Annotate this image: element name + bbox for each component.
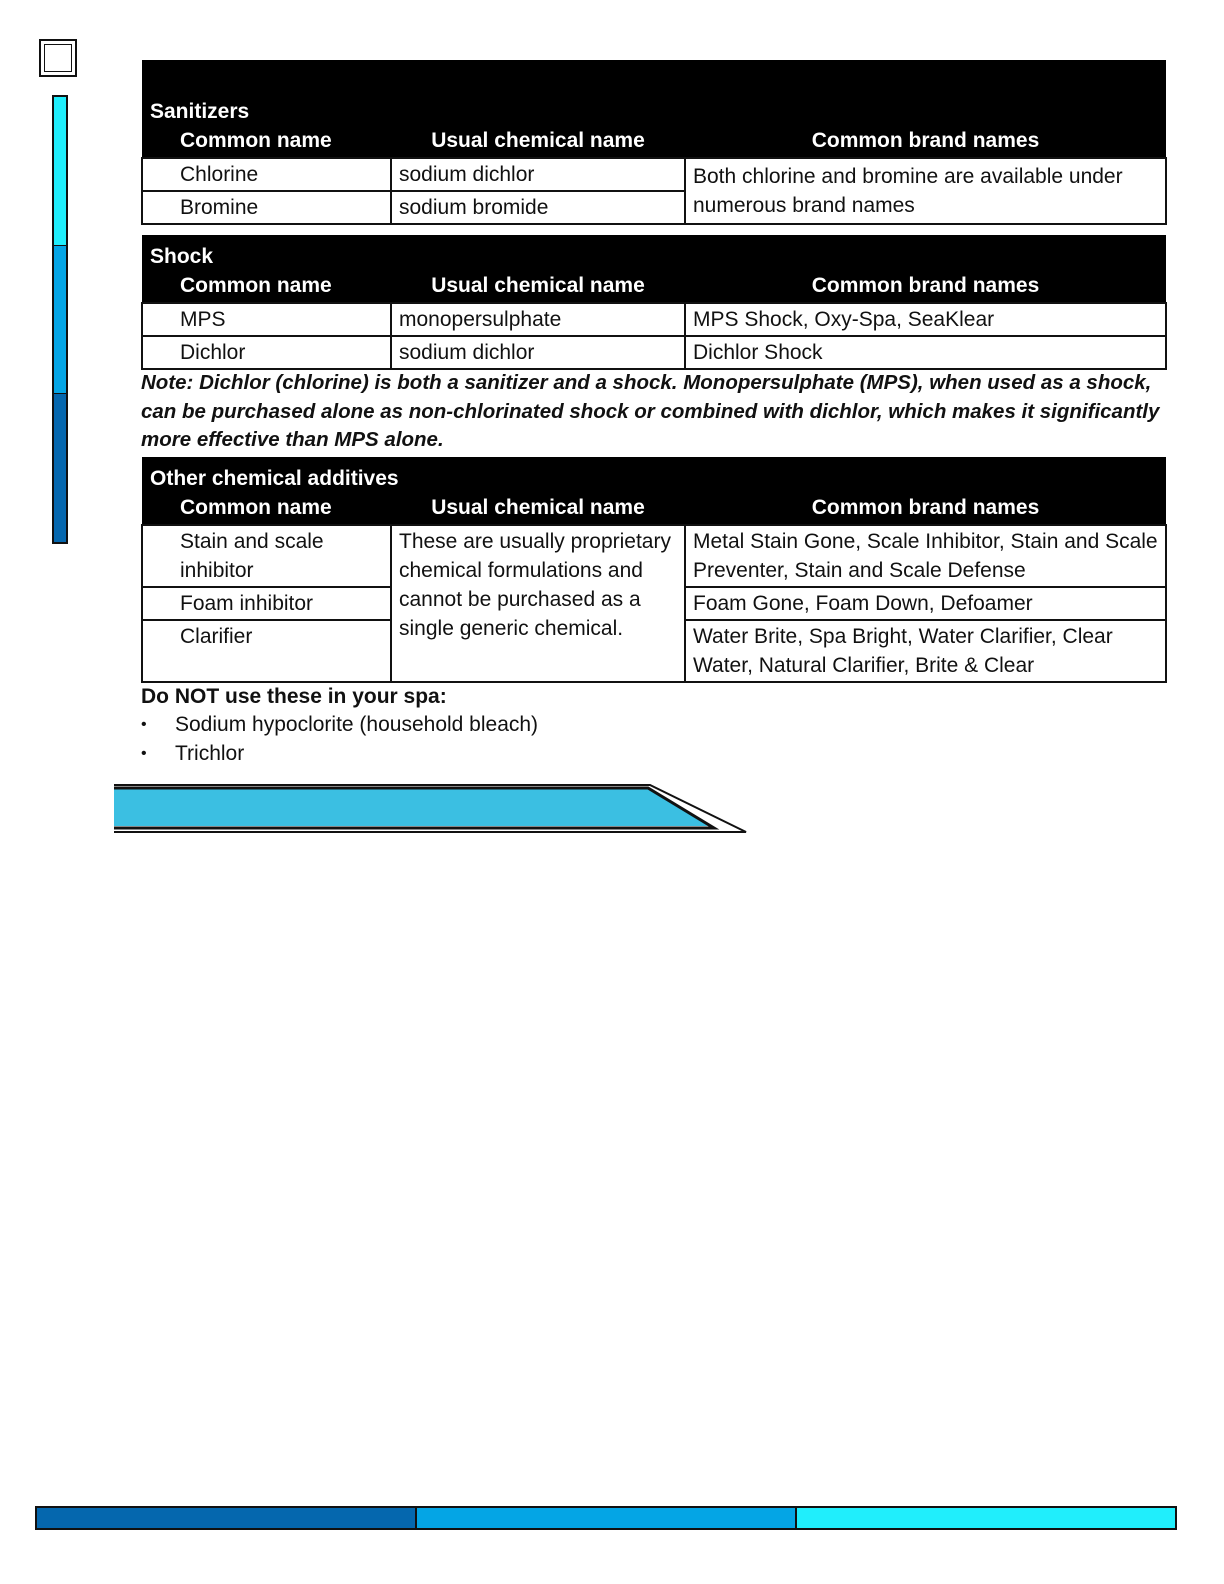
column-common-name: Common name bbox=[142, 491, 391, 525]
chemical-name-cell: These are usually proprietary chemical formulations and cannot be purchased as a single generic chemical. bbox=[391, 525, 685, 682]
common-name-cell: Chlorine bbox=[142, 158, 391, 191]
shock-title: Shock bbox=[142, 235, 1166, 269]
column-common-brand-names: Common brand names bbox=[685, 491, 1166, 525]
common-name-cell: Dichlor bbox=[142, 336, 391, 369]
column-common-name: Common name bbox=[142, 269, 391, 303]
column-usual-chemical-name: Usual chemical name bbox=[391, 269, 685, 303]
corner-checkbox-mark bbox=[39, 39, 77, 77]
common-name-cell: Foam inhibitor bbox=[142, 587, 391, 620]
chemical-name-cell: sodium dichlor bbox=[391, 158, 685, 191]
common-name-cell: MPS bbox=[142, 303, 391, 336]
bottom-color-bar bbox=[35, 1506, 1177, 1530]
brand-names-cell: Water Brite, Spa Bright, Water Clarifier, Clear Water, Natural Clarifier, Brite & Clear bbox=[685, 620, 1166, 682]
section-banner-shape bbox=[114, 782, 754, 838]
brand-names-cell: Both chlorine and bromine are available under numerous brand names bbox=[685, 158, 1166, 224]
brand-names-cell: Foam Gone, Foam Down, Defoamer bbox=[685, 587, 1166, 620]
common-name-cell: Stain and scale inhibitor bbox=[142, 525, 391, 587]
common-name-cell: Bromine bbox=[142, 191, 391, 224]
other-additives-title: Other chemical additives bbox=[142, 457, 1166, 491]
sanitizers-table bbox=[141, 60, 1165, 225]
sanitizers-title: Sanitizers bbox=[142, 60, 1166, 124]
table-row bbox=[142, 525, 1166, 587]
column-usual-chemical-name: Usual chemical name bbox=[391, 124, 685, 158]
chemical-name-cell: sodium dichlor bbox=[391, 336, 685, 369]
table-row bbox=[142, 303, 1166, 336]
column-common-name: Common name bbox=[142, 124, 391, 158]
chemical-name-cell: monopersulphate bbox=[391, 303, 685, 336]
note-paragraph: Note: Dichlor (chlorine) is both a sanitizer and a shock. Monopersulphate (MPS), when used as a shock, can be purchased alone as non-chlorinated shock or combined with dichlor, which makes it significantly more effective than MPS alone. bbox=[141, 371, 1160, 451]
other-additives-table bbox=[141, 457, 1165, 683]
do-not-use-section bbox=[141, 683, 841, 768]
bottom-bar-segment-mid-blue bbox=[415, 1508, 795, 1528]
column-common-brand-names: Common brand names bbox=[685, 269, 1166, 303]
column-common-brand-names: Common brand names bbox=[685, 124, 1166, 158]
table-row bbox=[142, 158, 1166, 191]
brand-names-cell: MPS Shock, Oxy-Spa, SeaKlear bbox=[685, 303, 1166, 336]
do-not-use-heading: Do NOT use these in your spa: bbox=[141, 685, 447, 708]
brand-names-cell: Metal Stain Gone, Scale Inhibitor, Stain and Scale Preventer, Stain and Scale Defense bbox=[685, 525, 1166, 587]
bottom-bar-segment-dark-blue bbox=[37, 1508, 415, 1528]
shock-table bbox=[141, 235, 1165, 370]
side-bar-segment-cyan bbox=[54, 97, 66, 245]
table-row bbox=[142, 336, 1166, 369]
bottom-bar-segment-cyan bbox=[795, 1508, 1175, 1528]
brand-names-cell: Dichlor Shock bbox=[685, 336, 1166, 369]
side-bar-segment-dark-blue bbox=[54, 393, 66, 542]
column-usual-chemical-name: Usual chemical name bbox=[391, 491, 685, 525]
side-bar-segment-mid-blue bbox=[54, 245, 66, 394]
chemical-name-cell: sodium bromide bbox=[391, 191, 685, 224]
list-item: • Trichlor bbox=[141, 740, 841, 769]
common-name-cell: Clarifier bbox=[142, 620, 391, 682]
list-item: • Sodium hypoclorite (household bleach) bbox=[141, 711, 841, 740]
do-not-use-list bbox=[141, 711, 841, 768]
side-color-bar bbox=[52, 95, 68, 544]
